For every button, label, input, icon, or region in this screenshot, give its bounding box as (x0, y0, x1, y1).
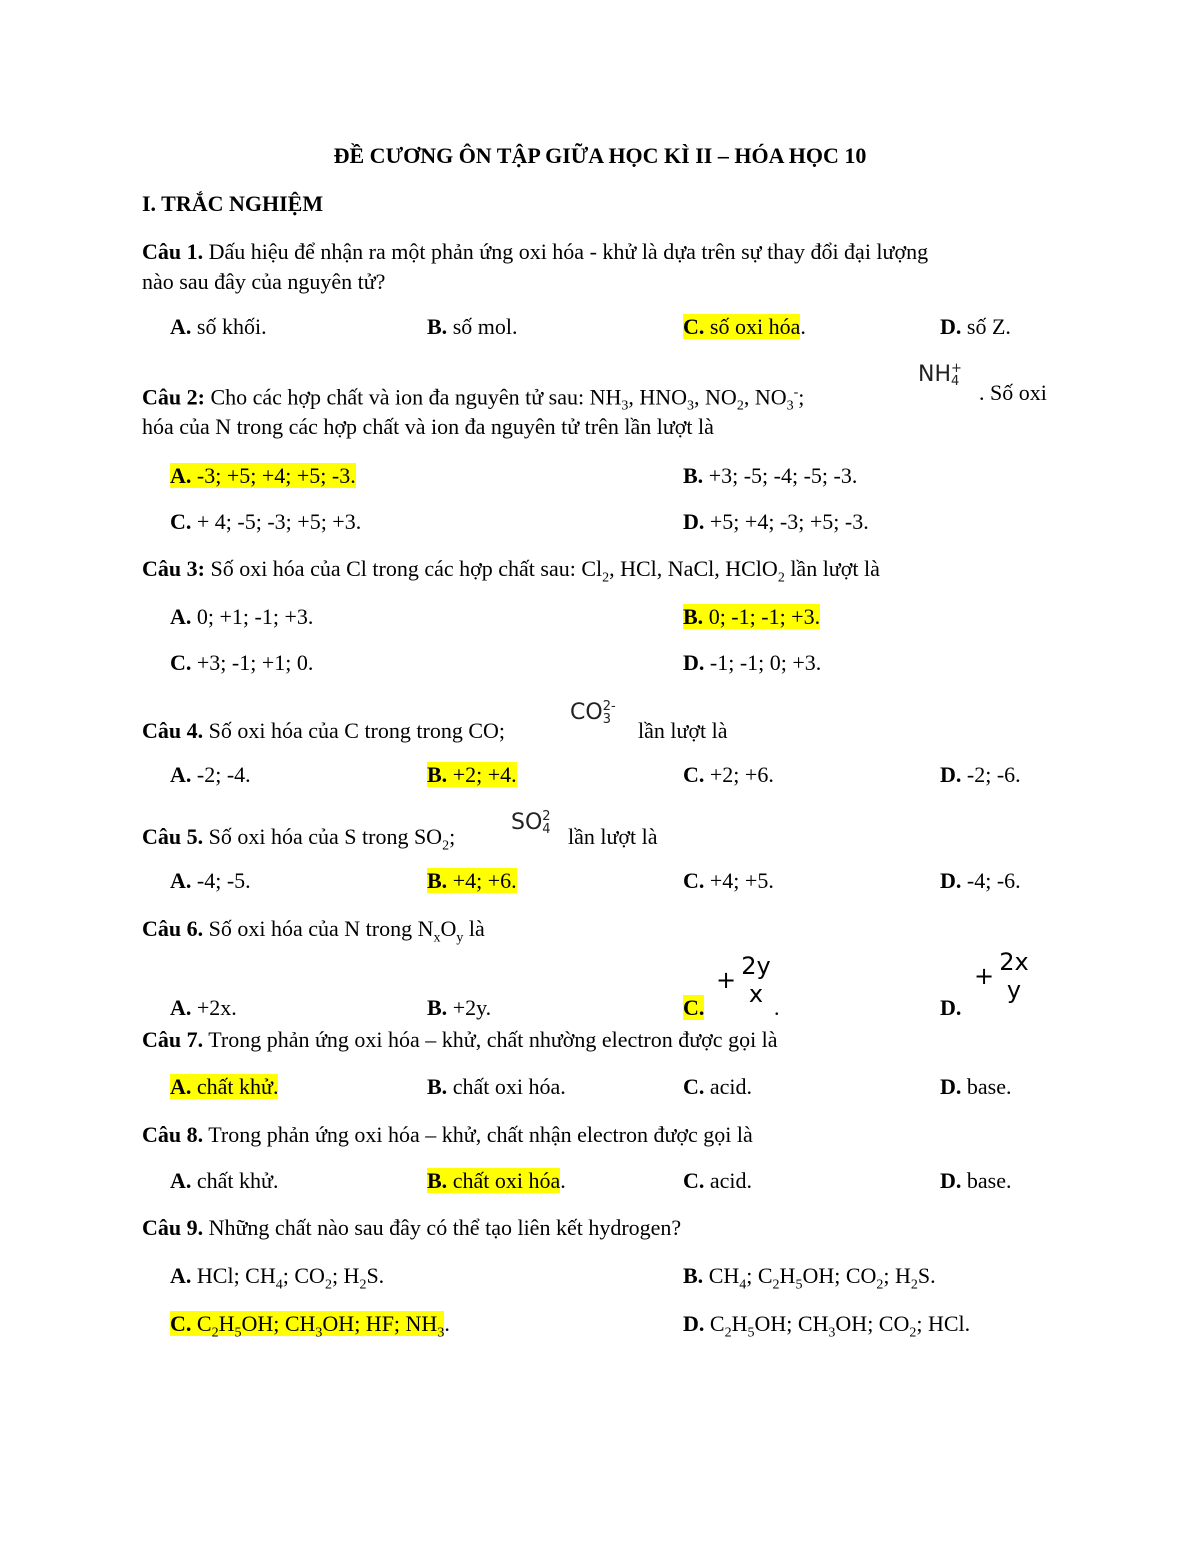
section-heading: I. TRẮC NGHIỆM (142, 191, 324, 216)
q4-option-d[interactable]: D. -2; -6. (940, 762, 1021, 787)
q8-option-d[interactable]: D. base. (940, 1168, 1012, 1193)
q8-option-b[interactable]: B. chất oxi hóa. (427, 1168, 566, 1193)
question-5-line-1-end: lần lượt là (568, 824, 658, 849)
q6-option-c-plus: + (716, 966, 737, 994)
q9-option-b[interactable]: B. $CH_4$; $C_2H_5OH$; $CO_2$; $H_2S$. (683, 1263, 936, 1293)
q3-option-d[interactable]: D. -1; -1; 0; +3. (683, 650, 822, 675)
q3-option-b[interactable]: B. 0; -1; -1; +3. (683, 604, 821, 629)
q6-option-c-numerator: 2y (741, 952, 771, 980)
question-1-line-2: nào sau đây của nguyên tử? (142, 269, 386, 294)
q1-option-d[interactable]: D. số Z. (940, 314, 1011, 339)
q5-option-d[interactable]: D. -4; -6. (940, 868, 1021, 893)
question-2-line-1: Câu 2: Cho các hợp chất và ion đa nguyên tử sau: $NH_3$, $HNO_3$, $NO_2$, $NO_3^-$; (142, 384, 805, 414)
q1-option-a[interactable]: A. số khối. (170, 314, 267, 339)
q6-option-c-fraction[interactable] (738, 952, 774, 1008)
ammonium-ion-formula: NH + 4 (918, 361, 962, 389)
question-text: Dấu hiệu để nhận ra một phản ứng oxi hóa - khử là dựa trên sự thay đổi đại lượng (203, 239, 929, 264)
question-4-line-1-end: lần lượt là (638, 718, 728, 743)
q8-option-c[interactable]: C. acid. (683, 1168, 753, 1193)
q6-option-d-denominator: y (1006, 976, 1022, 1004)
question-2-line-1-end: . Số oxi (979, 380, 1047, 405)
q2-option-d[interactable]: D. +5; +4; -3; +5; -3. (683, 509, 869, 534)
q9-option-c[interactable]: C. $C_2H_5OH$; $CH_3OH$; HF; $NH_3$. (170, 1311, 450, 1341)
q2-option-c[interactable]: C. + 4; -5; -3; +5; +3. (170, 509, 362, 534)
q8-option-a[interactable]: A. chất khử. (170, 1168, 279, 1193)
q3-option-c[interactable]: C. +3; -1; +1; 0. (170, 650, 314, 675)
q1-option-c[interactable]: C. số oxi hóa. (683, 314, 806, 339)
q6-option-c-denominator: x (748, 980, 764, 1008)
q9-option-a[interactable]: A. HCl; $CH_4$; $CO_2$; $H_2S$. (170, 1263, 385, 1293)
q5-option-a[interactable]: A. -4; -5. (170, 868, 251, 893)
q6-option-c-label[interactable]: C. (683, 995, 705, 1020)
q4-option-a[interactable]: A. -2; -4. (170, 762, 251, 787)
q6-option-c-period: . (774, 995, 780, 1020)
q6-option-d-numerator: 2x (999, 948, 1029, 976)
q7-option-c[interactable]: C. acid. (683, 1074, 753, 1099)
q5-option-c[interactable]: C. +4; +5. (683, 868, 774, 893)
page-title: ĐỀ CƯƠNG ÔN TẬP GIỮA HỌC KÌ II – HÓA HỌC 10 (333, 143, 867, 168)
carbonate-ion-formula: CO 2- 3 (570, 699, 616, 727)
q7-option-b[interactable]: B. chất oxi hóa. (427, 1074, 566, 1099)
question-3-line-1: Câu 3: Số oxi hóa của Cl trong các hợp chất sau: $Cl_2$, HCl, NaCl, HClO$_2$ lần lượt là (142, 556, 880, 586)
q6-option-a[interactable]: A. +2x. (170, 995, 237, 1020)
q4-option-c[interactable]: C. +2; +6. (683, 762, 774, 787)
question-8-line-1: Câu 8. Trong phản ứng oxi hóa – khử, chất nhận electron được gọi là (142, 1122, 753, 1147)
q2-option-b[interactable]: B. +3; -5; -4; -5; -3. (683, 463, 858, 488)
q4-option-b[interactable]: B. +2; +4. (427, 762, 517, 787)
q6-option-d-plus: + (974, 962, 995, 990)
question-4-line-1: Câu 4. Số oxi hóa của C trong trong CO; (142, 718, 505, 743)
q7-option-a[interactable]: A. chất khử. (170, 1074, 279, 1099)
q9-option-d[interactable]: D. $C_2H_5OH$; $CH_3OH$; $CO_2$; HCl. (683, 1311, 971, 1341)
question-6-line-1: Câu 6. Số oxi hóa của N trong $N_xO_y$ là (142, 916, 485, 946)
question-1-line-1 (142, 238, 928, 266)
q3-option-a[interactable]: A. 0; +1; -1; +3. (170, 604, 314, 629)
q2-option-a[interactable]: A. -3; +5; +4; +5; -3. (170, 463, 356, 488)
sulfate-ion-formula: SO 2 4 (511, 809, 551, 837)
q6-option-d-label[interactable]: D. (940, 995, 962, 1020)
q1-option-b[interactable]: B. số mol. (427, 314, 518, 339)
question-label: Câu 1. (142, 239, 204, 264)
q6-option-b[interactable]: B. +2y. (427, 995, 492, 1020)
question-9-line-1: Câu 9. Những chất nào sau đây có thể tạo liên kết hydrogen? (142, 1215, 682, 1240)
q7-option-d[interactable]: D. base. (940, 1074, 1012, 1099)
question-7-line-1: Câu 7. Trong phản ứng oxi hóa – khử, chất nhường electron được gọi là (142, 1027, 778, 1052)
q5-option-b[interactable]: B. +4; +6. (427, 868, 517, 893)
question-2-line-2: hóa của N trong các hợp chất và ion đa nguyên tử trên lần lượt là (142, 414, 714, 439)
question-5-line-1: Câu 5. Số oxi hóa của S trong $SO_2$; (142, 824, 456, 854)
q6-option-d-fraction[interactable] (996, 948, 1032, 1004)
